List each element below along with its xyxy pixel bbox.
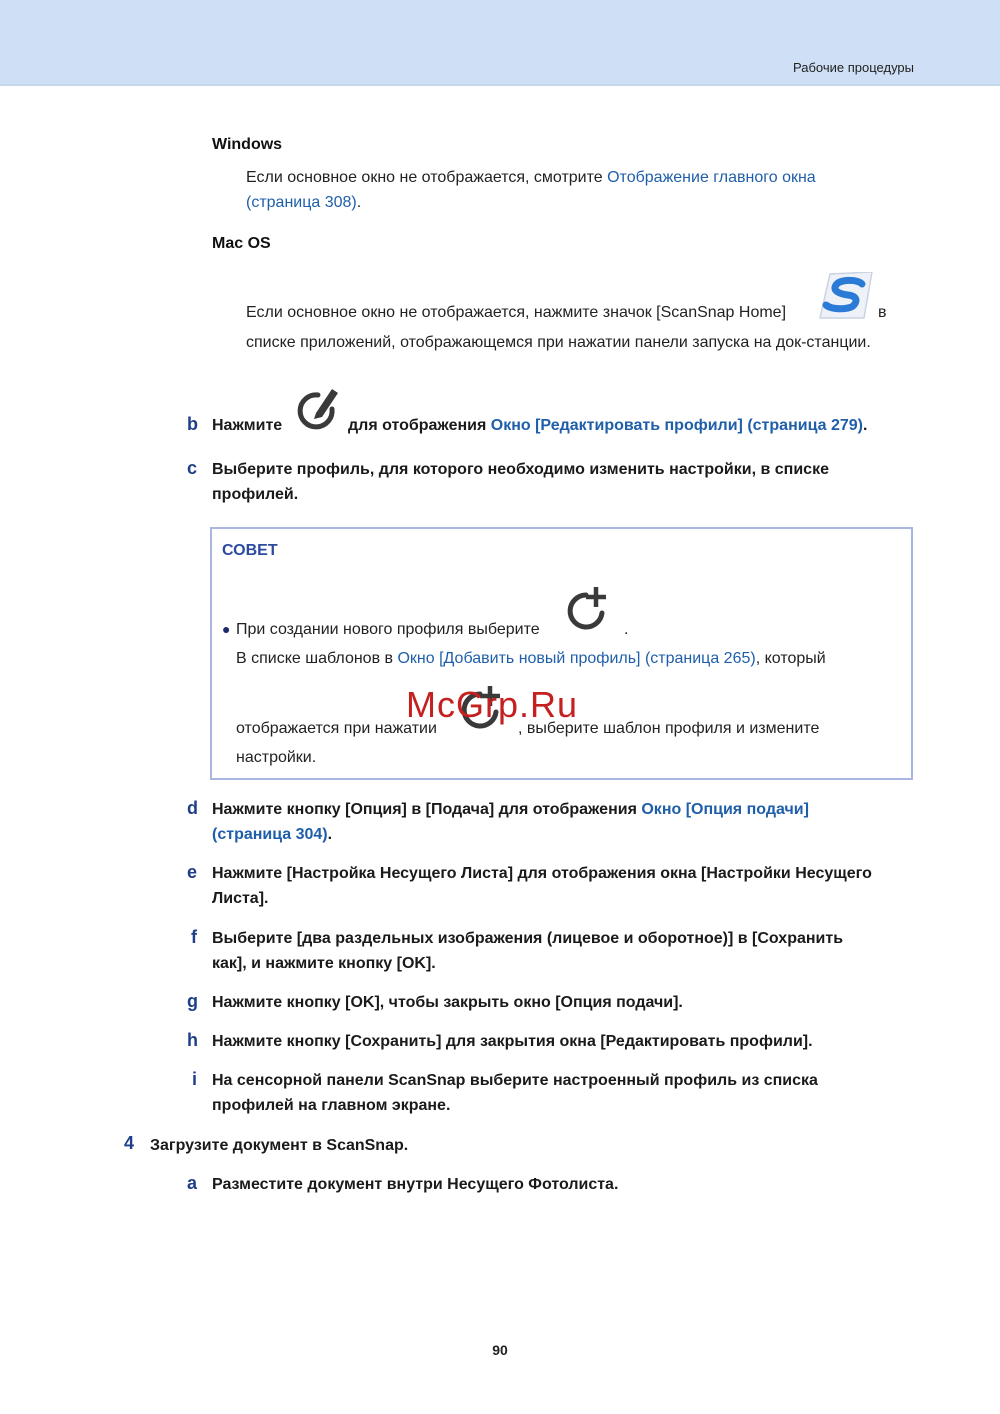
macos-after-icon: в (878, 304, 887, 321)
step-e-text: Нажмите [Настройка Несущего Листа] для отображения окна [Настройки Несущего Листа]. (212, 865, 872, 907)
add-new-profile-window-link[interactable]: Окно [Добавить новый профиль] (страница 265) (397, 650, 756, 667)
macos-text-line1: Если основное окно не отображается, нажмите значок [ScanSnap Home] (246, 304, 787, 321)
step-4a-text: Разместите документ внутри Несущего Фотолиста. (212, 1176, 619, 1193)
step-b-before: Нажмите (212, 417, 283, 434)
windows-heading: Windows (212, 136, 283, 153)
step-number-4: 4 (124, 1133, 135, 1153)
main-window-link[interactable]: Отображение главного окна (страница 308) (246, 169, 816, 211)
step-h-text: Нажмите кнопку [Сохранить] для закрытия окна [Редактировать профили]. (212, 1033, 813, 1050)
tip-line1: При создании нового профиля выберите (236, 621, 540, 638)
step-d-text: Нажмите кнопку [Опция] в [Подача] для отображения Окно [Опция подачи] (страница 304). (212, 801, 809, 843)
windows-text: Если основное окно не отображается, смотрите (246, 169, 608, 186)
tip-line2: В списке шаблонов в Окно [Добавить новый профиль] (страница 265), который (236, 650, 826, 667)
step-letter-e: e (187, 862, 198, 882)
step-f-text: Выберите [два раздельных изображения (лицевое и оборотное)] в [Сохранить как], и нажмите кнопку [OK]. (212, 930, 844, 972)
add-profile-icon (564, 585, 612, 633)
edit-profiles-window-link[interactable]: Окно [Редактировать профили] (страница 279) (490, 417, 863, 434)
page-header (0, 0, 1000, 86)
step-letter-b: b (187, 414, 198, 434)
step-i-text: На сенсорной панели ScanSnap выберите настроенный профиль из списка профилей на главном экране. (212, 1072, 818, 1114)
section-title: Рабочие процедуры (793, 60, 914, 75)
step-letter-a: a (187, 1173, 198, 1193)
macos-heading: Mac OS (212, 235, 271, 252)
step-letter-i: i (192, 1069, 198, 1089)
bullet: ● (222, 621, 231, 637)
step-g-text: Нажмите кнопку [OK], чтобы закрыть окно [Опция подачи]. (212, 994, 683, 1011)
tip-box (210, 527, 913, 780)
step-letter-f: f (191, 927, 197, 947)
windows-paragraph: Если основное окно не отображается, смотрите Отображение главного окна (страница 308). (246, 169, 816, 211)
step-letter-d: d (187, 798, 198, 818)
step-b-text: для отображения Окно [Редактировать профили] (страница 279). (348, 417, 868, 434)
tip-title: СОВЕТ (222, 542, 278, 559)
step-4-text: Загрузите документ в ScanSnap. (150, 1137, 409, 1154)
feed-option-window-link[interactable]: Окно [Опция подачи] (страница 304) (212, 801, 809, 843)
step-c-text: Выберите профиль, для которого необходимо изменить настройки, в списке профилей. (212, 461, 829, 503)
scansnap-home-icon (818, 272, 874, 320)
tip-line4: настройки. (236, 749, 317, 766)
step-letter-h: h (187, 1030, 198, 1050)
tip-line3-before: отображается при нажатии (236, 720, 437, 737)
tip-line1-end: . (624, 621, 629, 638)
step-letter-c: c (187, 458, 198, 478)
watermark: McGrp.Ru (406, 684, 579, 725)
step-letter-g: g (187, 991, 198, 1011)
edit-profile-icon (292, 383, 340, 431)
page-number: 90 (492, 1342, 508, 1358)
tip-line3-after: , выберите шаблон профиля и измените (518, 720, 820, 737)
macos-text-line2: списке приложений, отображающемся при нажатии панели запуска на док-станции. (246, 334, 871, 351)
